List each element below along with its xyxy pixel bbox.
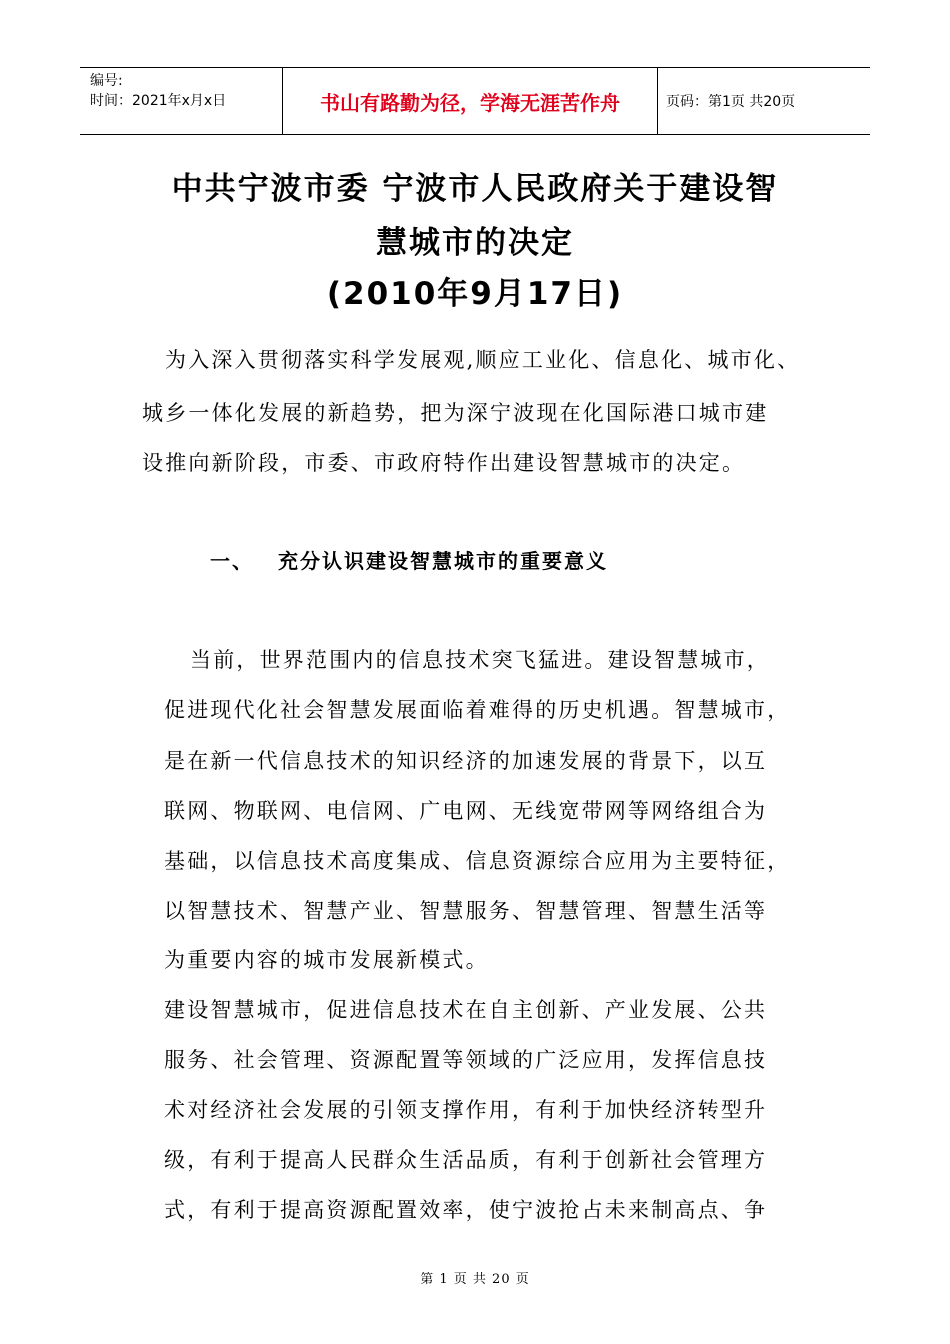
paragraph-line: 设推向新阶段，市委、市政府特作出建设智慧城市的决定。 xyxy=(142,451,746,475)
paragraph-line: 联网、物联网、电信网、广电网、无线宽带网等网络组合为 xyxy=(164,799,768,823)
document-title-line-1: 中共宁波市委 宁波市人民政府关于建设智 xyxy=(171,171,779,207)
paragraph-line: 术对经济社会发展的引领支撑作用，有利于加快经济转型升 xyxy=(164,1098,768,1122)
paragraph-line: 为重要内容的城市发展新模式。 xyxy=(164,948,489,972)
section-heading-1 xyxy=(210,545,608,574)
paragraph-line: 级，有利于提高人民群众生活品质，有利于创新社会管理方 xyxy=(164,1148,768,1172)
header-motto: 书山有路勤为径，学海无涯苦作舟 xyxy=(283,68,658,134)
paragraph-line: 为入深入贯彻落实科学发展观,顺应工业化、信息化、城市化、 xyxy=(165,348,801,372)
document-title-line-2: 慧城市的决定 xyxy=(376,225,574,261)
document-title-date: (2010年9月17日) xyxy=(326,276,624,312)
section-number: 一、 xyxy=(210,549,254,573)
document-number-label: 编号: xyxy=(90,73,123,89)
document-time-label: 时间：2021年x月x日 xyxy=(90,93,227,109)
page-header xyxy=(80,67,870,135)
paragraph-line: 促进现代化社会智慧发展面临着难得的历史机遇。智慧城市， xyxy=(164,698,791,722)
paragraph-line: 建设智慧城市，促进信息技术在自主创新、产业发展、公共 xyxy=(164,998,768,1022)
header-page-info: 页码：第1页 共20页 xyxy=(666,94,796,110)
paragraph-line: 以智慧技术、智慧产业、智慧服务、智慧管理、智慧生活等 xyxy=(164,899,768,923)
paragraph-line: 当前，世界范围内的信息技术突飞猛进。建设智慧城市， xyxy=(190,648,770,672)
header-meta xyxy=(80,68,283,134)
paragraph-line: 服务、社会管理、资源配置等领域的广泛应用，发挥信息技 xyxy=(164,1048,768,1072)
paragraph-line: 式，有利于提高资源配置效率，使宁波抢占未来制高点、争 xyxy=(164,1198,768,1222)
section-title: 充分认识建设智慧城市的重要意义 xyxy=(278,549,608,573)
page-footer: 第 1 页 共 20 页 xyxy=(420,1272,530,1287)
paragraph-line: 城乡一体化发展的新趋势，把为深宁波现在化国际港口城市建 xyxy=(142,401,769,425)
paragraph-line: 是在新一代信息技术的知识经济的加速发展的背景下，以互 xyxy=(164,749,768,773)
paragraph-line: 基础，以信息技术高度集成、信息资源综合应用为主要特征， xyxy=(164,849,791,873)
